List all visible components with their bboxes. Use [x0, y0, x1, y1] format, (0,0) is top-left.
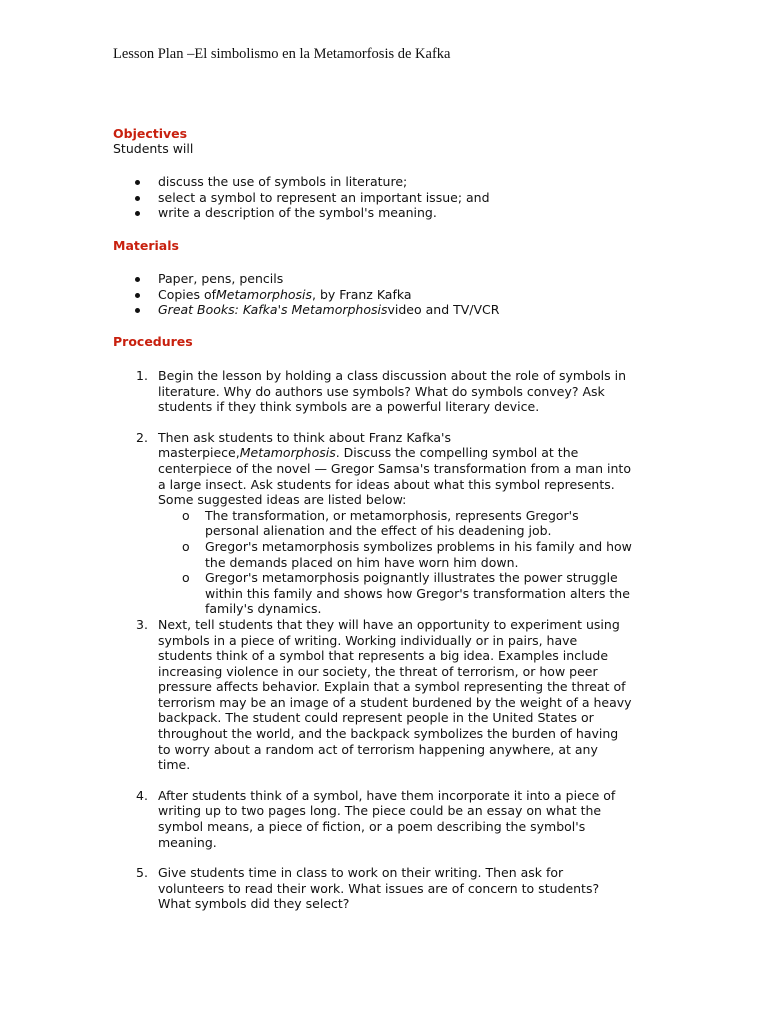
bullet-icon	[135, 308, 140, 313]
objectives-intro: Students will	[113, 141, 194, 156]
list-item: Copies ofMetamorphosis, by Franz Kafka	[113, 287, 653, 303]
list-item: Paper, pens, pencils	[113, 271, 653, 287]
list-item: o Gregor's metamorphosis symbolizes problems in his family and how the demands placed on him have worn him down.	[182, 538, 632, 570]
procedure-step-3: 3. Next, tell students that they will have an opportunity to experiment using symbols in a piece of writing. Working individually or in pairs, have students think of a symbol that represents a big idea. Examples include increasing violence in our society, the threat of terrorism, or how peer pressure affects behavior. Explain that a symbol representing the threat of terrorism may be an image of a student burdened by the weight of a heavy backpack. The student could represent people in the United States or throughout the world, and the backpack symbolizes the burden of having to worry about a random act of terrorism happening anywhere, at any time.	[136, 616, 632, 773]
bullet-icon	[135, 277, 140, 282]
materials-list	[113, 271, 653, 318]
objectives-list	[113, 174, 653, 221]
procedures-heading: Procedures	[113, 334, 193, 349]
suggested-ideas-list	[158, 508, 633, 617]
document-title: Lesson Plan –El simbolismo en la Metamorfosis de Kafka	[113, 46, 451, 62]
procedure-step-4: 4. After students think of a symbol, have them incorporate it into a piece of writing up to two pages long. The piece could be an essay on what the symbol means, a piece of fiction, or a poem describing the symbol's meaning.	[136, 787, 616, 850]
bullet-icon	[135, 211, 140, 216]
list-item: o The transformation, or metamorphosis, represents Gregor's personal alienation and the effect of his deadening job.	[182, 507, 579, 539]
list-item: write a description of the symbol's meaning.	[113, 205, 653, 221]
objectives-heading: Objectives	[113, 126, 188, 141]
list-item: discuss the use of symbols in literature;	[113, 174, 653, 190]
procedure-step-2: 2. Then ask students to think about Franz Kafka's masterpiece,Metamorphosis. Discuss the compelling symbol at the centerpiece of the novel — Gregor Samsa's transformation from a man into a large insect. Ask students for ideas about what this symbol represents. Some suggested ideas are listed below: o The transformation, or metamorphosis, represents Gregor's personal alienation and the effect of his deadening job. o Gregor's metamorphosis symbolizes problems in his family and how the demands placed on him have worn him down. o Gregor's metamorphosis poignantly illustrates the power struggle within this family and shows how Gregor's transformation alters the family's dynamics.	[136, 429, 632, 617]
procedure-step-5: 5. Give students time in class to work on their writing. Then ask for volunteers to read their work. What issues are of concern to students? What symbols did they select?	[136, 865, 600, 912]
list-item: select a symbol to represent an important issue; and	[113, 190, 653, 206]
bullet-icon	[135, 196, 140, 201]
bullet-icon	[135, 293, 140, 298]
materials-heading: Materials	[113, 238, 179, 253]
list-item: Great Books: Kafka's Metamorphosisvideo and TV/VCR	[113, 302, 653, 318]
procedure-step-1: 1. Begin the lesson by holding a class discussion about the role of symbols in literature. Why do authors use symbols? What do symbols convey? Ask students if they think symbols are a powerful literary device.	[136, 368, 626, 415]
procedures-list	[113, 368, 633, 912]
list-item: o Gregor's metamorphosis poignantly illustrates the power struggle within this family and shows how Gregor's transformation alters the family's dynamics.	[182, 570, 630, 617]
bullet-icon	[135, 180, 140, 185]
